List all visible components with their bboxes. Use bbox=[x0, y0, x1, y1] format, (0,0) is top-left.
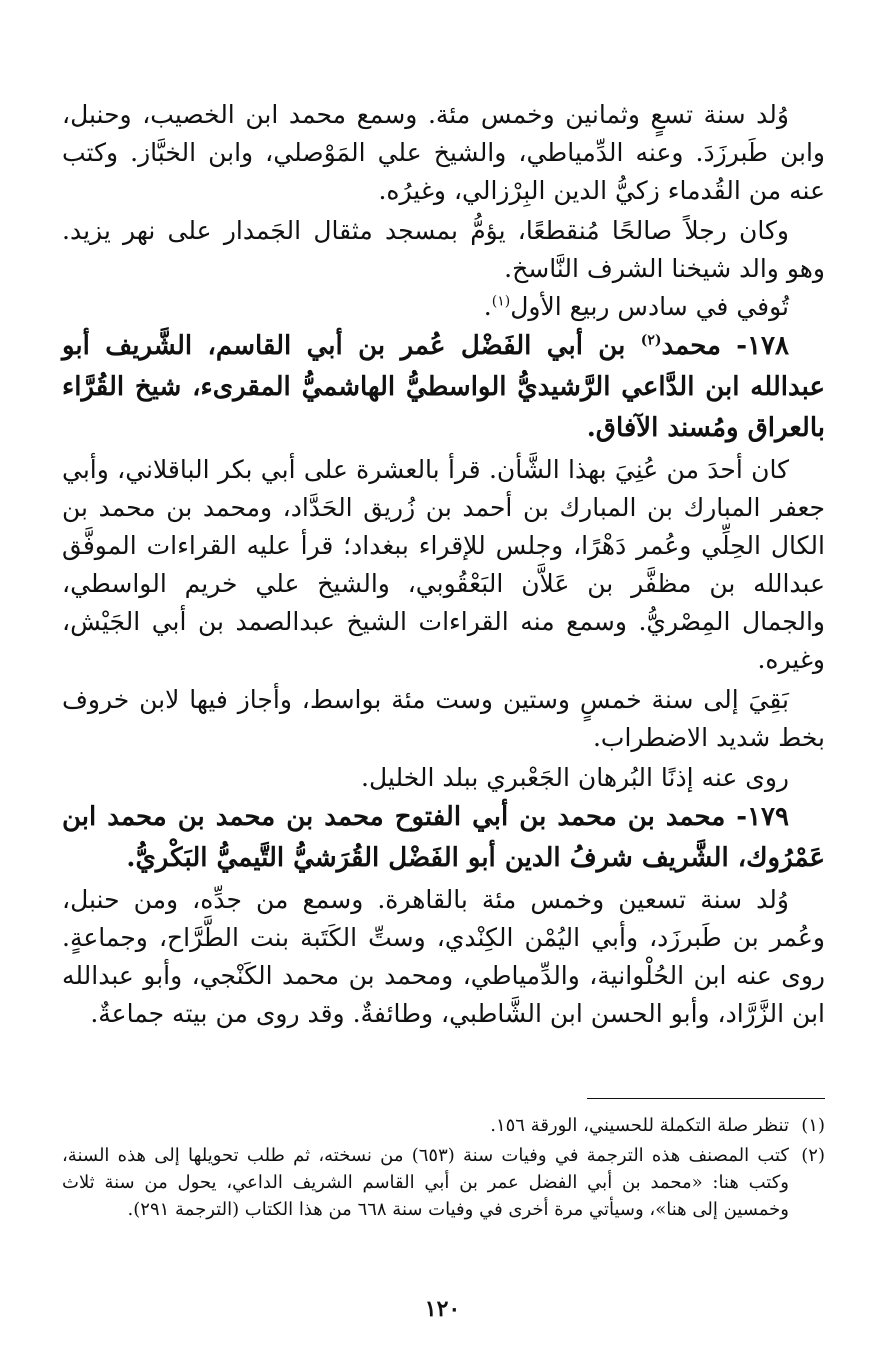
footnote-ref-2[interactable]: (٢) bbox=[640, 332, 662, 349]
paragraph-birth-cairo: وُلد سنة تسعين وخمس مئة بالقاهرة. وسمع من جدِّه، ومن حنبل، وعُمر بن طَبرزَد، وأبي اليُمْن الكِنْدي، وستِّ الكَتَبة بنت الطَّرَّاح، وجماعةٍ. روى عنه ابن الحُلْوانية، والدِّمياطي، ومحمد بن محمد الكَنْجي، وأبو عبدالله ابن الزَّرَّاد، وأبو الحسن ابن الشَّاطبي، وطائفةٌ. وقد روى من بيته جماعةٌ. bbox=[62, 885, 825, 1028]
footnote-2 bbox=[62, 1142, 825, 1223]
entry-heading-178-start: ١٧٨- محمد bbox=[661, 331, 789, 361]
footnote-separator bbox=[587, 1098, 825, 1099]
paragraph-narrated: روى عنه إذنًا البُرهان الجَعْبري ببلد الخليل. bbox=[361, 763, 789, 792]
death-end: . bbox=[483, 292, 492, 321]
death-text: تُوفي في سادس ربيع الأول bbox=[510, 292, 789, 321]
paragraph-wasit: بَقِيَ إلى سنة خمسٍ وستين وست مئة بواسط، وأجاز فيها لابن خروف بخط شديد الاضطراب. bbox=[62, 685, 825, 752]
entry-heading-178-rest: بن أبي الفَضْل عُمر بن أبي القاسم، الشَّريف أبو عبدالله ابن الدَّاعي الرَّشيديُّ الواسطيُّ الهاشميُّ المقرىء، شيخ القُرَّاء بالعراق ومُسند الآفاق. bbox=[62, 331, 825, 443]
footnote-1 bbox=[62, 1112, 825, 1139]
footnote-number: (١) bbox=[801, 1115, 825, 1136]
footnote-number: (٢) bbox=[801, 1145, 825, 1166]
paragraph-character: وكان رجلاً صالحًا مُنقطعًا، يؤمُّ بمسجد مثقال الجَمدار على نهر يزيد. وهو والد شيخنا الشرف النَّاسخ. bbox=[62, 216, 825, 283]
main-text-block bbox=[62, 96, 825, 1033]
paragraph-readings: كان أحدَ من عُنِيَ بهذا الشَّأن. قرأ بالعشرة على أبي بكر الباقلاني، وأبي جعفر المبارك بن المبارك بن أحمد بن زُريق الحَدَّاد، ومحمد بن محمد بن الكال الحِلِّي وعُمر دَهْرًا، وجلس للإقراء ببغداد؛ قرأ عليه القراءات الموفَّق عبدالله بن مظفَّر بن عَلاَّن البَعْقُوبي، والشيخ علي خريم الواسطي، والجمال المِصْريُّ. وسمع منه القراءات الشيخ عبدالصمد بن أبي الجَيْش، وغيره. bbox=[62, 455, 825, 674]
entry-heading-179: ١٧٩- محمد بن محمد بن أبي الفتوح محمد بن محمد بن محمد ابن عَمْرُوك، الشَّريف شرفُ الدين أبو الفَضْل القُرَشيُّ التَّيميُّ البَكْريُّ. bbox=[62, 802, 825, 873]
footnote-text: تنظر صلة التكملة للحسيني، الورقة ١٥٦. bbox=[490, 1115, 789, 1136]
entry-heading-178 bbox=[62, 326, 825, 449]
footnotes-block bbox=[62, 1112, 825, 1226]
paragraph-birth-hearing: وُلد سنة تسعٍ وثمانين وخمس مئة. وسمع محمد ابن الخصيب، وحنبل، وابن طَبرزَدَ. وعنه الدِّمياطي، والشيخ علي المَوْصلي، وابن الخبَّاز. وكتب عنه من القُدماء زكيُّ الدين البِرْزالي، وغيرُه. bbox=[62, 100, 825, 205]
paragraph-death bbox=[62, 288, 825, 326]
page-number: ١٢٠ bbox=[424, 1296, 461, 1322]
footnote-text: كتب المصنف هذه الترجمة في وفيات سنة (٦٥٣) من نسخته، ثم طلب تحويلها إلى هذه السنة، وكتب هنا: «محمد بن أبي الفضل عمر بن أبي القاسم الشريف الداعي، يحول من سنة ثلاث وخمسين إلى هنا»، وسيأتي مرة أخرى في وفيات سنة ٦٦٨ من هذا الكتاب (الترجمة ٢٩١). bbox=[62, 1145, 790, 1220]
footnote-ref-1[interactable]: (١) bbox=[491, 293, 511, 310]
